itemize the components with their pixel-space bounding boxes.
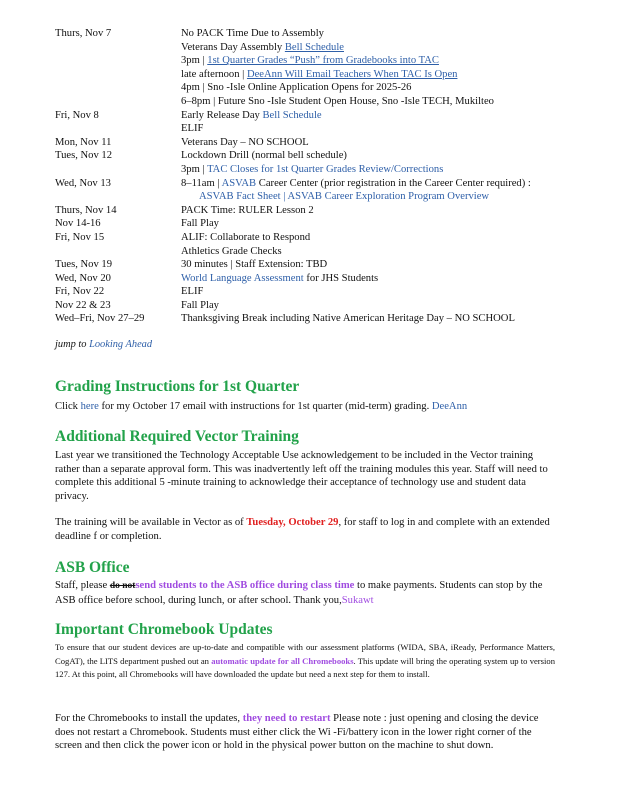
event-line <box>181 27 615 41</box>
asb-heading: ASB Office <box>55 559 130 576</box>
grading-paragraph <box>55 400 555 414</box>
event-text: 30 minutes | Staff Extension: TBD <box>181 259 328 271</box>
jump-prefix: jump to <box>55 339 90 350</box>
schedule-row <box>55 299 615 313</box>
schedule-date: Nov 22 & 23 <box>55 299 111 311</box>
vector-text-a: The training will be available in Vector as of <box>55 517 247 528</box>
event-line <box>181 285 615 299</box>
vector-heading: Additional Required Vector Training <box>55 428 299 445</box>
event-line <box>181 95 615 109</box>
event-text: Veterans Day – NO SCHOOL <box>181 136 309 148</box>
event-text: PACK Time: RULER Lesson 2 <box>181 204 314 216</box>
chromebook-heading: Important Chromebook Updates <box>55 621 273 638</box>
chromebook-text-a: To ensure that our student devices are up-to-date and compatible with our assessment platforms (WIDA, SBA, iReady, Performance Matters, CogAT), the LITS department pushed out an <box>55 642 555 666</box>
asb-paragraph <box>55 579 555 607</box>
schedule-events <box>181 231 615 258</box>
event-line <box>181 122 615 136</box>
schedule-date: Nov 14-16 <box>55 218 101 230</box>
jump-line <box>55 339 152 350</box>
schedule-row <box>55 285 615 299</box>
asb-text-c: to make payments. Students can stop by the ASB office before school, during lunch, or after school. Thank you, <box>55 580 543 606</box>
event-link[interactable]: ASVAB Fact Sheet | ASVAB Career Exploration Program Overview <box>199 191 490 203</box>
schedule-date: Fri, Nov 22 <box>55 286 105 298</box>
event-link[interactable]: DeeAnn Will Email Teachers When TAC Is Open <box>246 68 458 80</box>
schedule-events <box>181 27 615 109</box>
schedule-date: Tues, Nov 19 <box>55 259 113 271</box>
vector-paragraph-1: Last year we transitioned the Technology Acceptable Use acknowledgement to be included in the Vector training rather than a separate approval form. This was inadvertently left off the training modules this year. Staff will need to complete this additional 5 -minute training to acknowledge their acceptance of technology use and student data privacy. <box>55 450 548 503</box>
event-text: ELIF <box>181 123 204 135</box>
schedule-date: Wed, Nov 20 <box>55 272 111 284</box>
asb-highlight: send students to the ASB office during class time <box>135 580 355 591</box>
schedule-row <box>55 231 615 258</box>
grading-text-2: for my October 17 email with instructions for 1st quarter (mid-term) grading. <box>98 401 432 412</box>
event-line <box>181 149 615 163</box>
event-link[interactable]: World Language Assessment <box>181 272 304 284</box>
event-line <box>181 231 615 245</box>
event-line <box>181 217 615 231</box>
event-link[interactable]: ASVAB <box>221 177 257 189</box>
event-text: Athletics Grade Checks <box>181 245 282 257</box>
schedule-date: Fri, Nov 8 <box>55 109 99 121</box>
event-line <box>181 136 615 150</box>
event-line <box>181 177 615 191</box>
schedule-row <box>55 272 615 286</box>
event-link[interactable]: Bell Schedule <box>262 109 322 121</box>
event-text: 6–8pm | Future Sno -Isle Student Open House, Sno -Isle TECH, Mukilteo <box>181 95 494 107</box>
schedule-date: Thurs, Nov 7 <box>55 28 112 39</box>
restart-highlight: they need to restart <box>242 713 331 724</box>
here-link[interactable]: here <box>80 401 99 412</box>
schedule-row <box>55 27 615 109</box>
event-text: Career Center (prior registration in the Career Center required) : <box>256 177 531 189</box>
schedule-date: Wed, Nov 13 <box>55 177 111 189</box>
event-text: ELIF <box>181 286 204 298</box>
event-text: 8–11am | <box>181 177 222 189</box>
grading-text-1: Click <box>55 401 81 412</box>
schedule-row <box>55 149 615 176</box>
deeann-link[interactable]: DeeAnn <box>431 401 468 412</box>
event-line <box>181 41 615 55</box>
looking-ahead-link[interactable]: Looking Ahead <box>89 339 153 350</box>
event-line <box>181 163 615 177</box>
schedule-row <box>55 136 615 150</box>
event-text: for JHS Students <box>303 272 379 284</box>
training-date: Tuesday, October 29 <box>246 517 339 528</box>
schedule-events <box>181 217 615 231</box>
schedule-events <box>181 136 615 150</box>
event-link[interactable]: Bell Schedule <box>284 41 344 53</box>
event-line <box>181 299 615 313</box>
signature-name: Sukawt <box>341 594 374 606</box>
event-text: No PACK Time Due to Assembly <box>181 28 324 39</box>
do-not-strikethrough: do not <box>109 581 136 591</box>
event-line <box>181 54 615 68</box>
event-text: Thanksgiving Break including Native American Heritage Day – NO SCHOOL <box>181 313 515 325</box>
event-line <box>181 204 615 218</box>
schedule-date: Tues, Nov 12 <box>55 150 113 162</box>
event-text: Early Release Day <box>181 109 263 121</box>
event-link[interactable]: TAC Closes for 1st Quarter Grades Review/Corrections <box>207 163 444 175</box>
event-text: 4pm | Sno -Isle Online Application Opens for 2025-26 <box>181 82 412 94</box>
chromebook-paragraph-1 <box>55 641 555 682</box>
event-link[interactable]: 1st Quarter Grades “Push” from Gradebooks into TAC <box>207 55 439 67</box>
grading-heading: Grading Instructions for 1st Quarter <box>55 378 300 395</box>
event-line <box>181 258 615 272</box>
event-text: 3pm | <box>181 55 208 67</box>
schedule-row <box>55 109 615 136</box>
schedule-row <box>55 312 615 326</box>
asb-text-a: Staff, please <box>55 580 110 591</box>
event-text: Fall Play <box>181 299 219 311</box>
event-line <box>181 272 615 286</box>
event-line <box>181 312 615 326</box>
schedule-events <box>181 177 615 204</box>
schedule-date: Thurs, Nov 14 <box>55 204 117 216</box>
event-line <box>181 81 615 95</box>
schedule-events <box>181 149 615 176</box>
vector-paragraph-2 <box>55 516 555 543</box>
event-line <box>181 109 615 123</box>
restart-text-b: Please note : just opening and closing the device does not restart a Chromebook. Students must either click the Wi -Fi/battery icon in the lower right corner of the screen and then click the power icon or hold in the physical power button on the machine to shut down. <box>55 713 539 752</box>
schedule-list <box>55 27 615 326</box>
schedule-row <box>55 204 615 218</box>
schedule-events <box>181 299 615 313</box>
schedule-events <box>181 272 615 286</box>
schedule-date: Wed–Fri, Nov 27–29 <box>55 313 145 325</box>
event-text: late afternoon | <box>181 68 247 80</box>
schedule-date: Fri, Nov 15 <box>55 231 105 243</box>
event-line <box>181 68 615 82</box>
restart-text-a: For the Chromebooks to install the updates, <box>55 713 243 724</box>
schedule-events <box>181 258 615 272</box>
event-text: ALIF: Collaborate to Respond <box>181 231 311 243</box>
event-text: Veterans Day Assembly <box>181 41 285 53</box>
event-line <box>181 190 615 204</box>
event-text: Fall Play <box>181 218 219 230</box>
chromebook-paragraph-2 <box>55 712 555 753</box>
schedule-date: Mon, Nov 11 <box>55 136 112 148</box>
schedule-row <box>55 177 615 204</box>
schedule-events <box>181 312 615 326</box>
schedule-events <box>181 285 615 299</box>
vector-text-b: , for staff to log in and complete with an extended deadline f or completion. <box>55 517 550 542</box>
event-line <box>181 245 615 259</box>
event-text: Lockdown Drill (normal bell schedule) <box>181 150 347 162</box>
schedule-row <box>55 258 615 272</box>
schedule-events <box>181 204 615 218</box>
chromebook-text-b: . This update will bring the operating system up to version 127. At this point, all Chromebooks will have downloaded the update but need a next step for them to install. <box>55 655 555 679</box>
event-text: 3pm | <box>181 163 208 175</box>
automatic-update-highlight: automatic update for all Chromebooks <box>211 655 354 666</box>
schedule-row <box>55 217 615 231</box>
schedule-events <box>181 109 615 136</box>
